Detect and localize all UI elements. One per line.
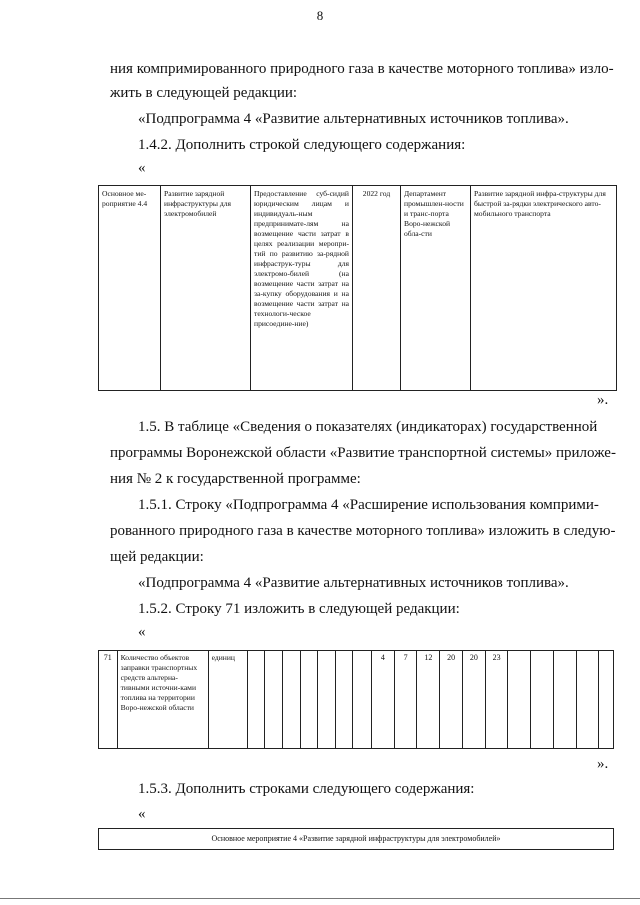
indicator-name-cell: Количество объектов заправки транспортных средств альтерна-тивными источни-ками топлива на территории Воро-нежской области xyxy=(117,651,208,749)
event-year-cell: 2022 год xyxy=(353,186,401,391)
open-quote: « xyxy=(138,160,146,176)
value-cell xyxy=(335,651,353,749)
value-cell xyxy=(553,651,576,749)
paragraph-line: «Подпрограмма 4 «Развитие альтернативных источников топлива». xyxy=(138,575,569,591)
paragraph-line: рованного природного газа в качестве моторного топлива» изложить в следую- xyxy=(110,523,616,539)
unit-cell: единиц xyxy=(208,651,247,749)
paragraph-line: 1.4.2. Дополнить строкой следующего содержания: xyxy=(138,137,466,153)
paragraph-line: программы Воронежской области «Развитие транспортной системы» приложе- xyxy=(110,445,616,461)
value-cell: 20 xyxy=(440,651,463,749)
value-cell xyxy=(265,651,283,749)
row-number-cell: 71 xyxy=(99,651,118,749)
main-event-table xyxy=(98,828,614,850)
paragraph-line: ния компримированного природного газа в качестве моторного топлива» изло- xyxy=(110,61,614,77)
close-quote: ». xyxy=(597,392,609,408)
value-cell xyxy=(300,651,318,749)
paragraph-line: 1.5.1. Строку «Подпрограмма 4 «Расширение использования комприми- xyxy=(138,497,599,513)
paragraph-line: жить в следующей редакции: xyxy=(110,85,298,101)
main-event-cell: Основное мероприятие 4 «Развитие зарядной инфраструктуры для электромобилей» xyxy=(99,829,614,850)
page-number: 8 xyxy=(316,8,324,23)
value-cell xyxy=(599,651,614,749)
value-cell xyxy=(531,651,554,749)
value-cell xyxy=(283,651,301,749)
indicator-table xyxy=(98,650,614,749)
event-description-cell: Предоставление суб-сидий юридическим лицам и индивидуаль-ным предпринимате-лям на возмещение части затрат в целях реализации меропри-тий по развитию за-рядной инфраструк-туры для электромо-билей (на возмещение части затрат на за-купку оборудования и на возмещение части затрат на технологи-ческое присоедине-ние) xyxy=(251,186,353,391)
open-quote: « xyxy=(138,806,146,822)
value-cell: 12 xyxy=(417,651,440,749)
paragraph-line: 1.5.2. Строку 71 изложить в следующей редакции: xyxy=(138,601,460,617)
open-quote: « xyxy=(138,624,146,640)
paragraph-line: 1.5. В таблице «Сведения о показателях (индикаторах) государственной xyxy=(138,419,598,435)
value-cell xyxy=(576,651,599,749)
value-cell: 4 xyxy=(371,651,394,749)
event-result-cell: Развитие зарядной инфра-структуры для быстрой за-рядки электрического авто-мобильного транспорта xyxy=(471,186,617,391)
paragraph-line: 1.5.3. Дополнить строками следующего содержания: xyxy=(138,781,475,797)
value-cell: 23 xyxy=(485,651,508,749)
value-cell xyxy=(353,651,372,749)
paragraph-line: ния № 2 к государственной программе: xyxy=(110,471,361,487)
paragraph-line: «Подпрограмма 4 «Развитие альтернативных источников топлива». xyxy=(138,111,569,127)
value-cell xyxy=(318,651,336,749)
event-executor-cell: Департамент промышлен-ности и транс-порта Воро-нежской обла-сти xyxy=(401,186,471,391)
events-table xyxy=(98,185,617,391)
close-quote: ». xyxy=(597,756,609,772)
event-name-cell: Развитие зарядной инфраструктуры для электромобилей xyxy=(161,186,251,391)
event-code-cell: Основное ме-роприятие 4.4 xyxy=(99,186,161,391)
paragraph-line: щей редакции: xyxy=(110,549,204,565)
value-cell: 20 xyxy=(462,651,485,749)
value-cell xyxy=(247,651,265,749)
value-cell xyxy=(508,651,531,749)
page-bottom-rule xyxy=(0,898,640,899)
value-cell: 7 xyxy=(394,651,417,749)
